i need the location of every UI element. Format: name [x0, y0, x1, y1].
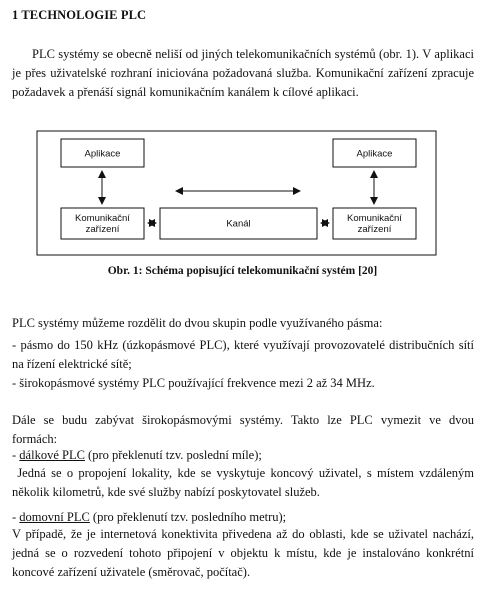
groups-item-1-line: - pásmo do 150 kHz (úzkopásmové PLC), které využívají provozovatelé distribučních sítí — [12, 338, 474, 352]
groups-item-1 — [12, 336, 474, 374]
groups-intro: PLC systémy můžeme rozdělit do dvou skupin podle využívaného pásma: — [12, 316, 383, 330]
remote-plc-item: - dálkové PLC (pro překlenutí tzv. poslední míle); — [12, 448, 262, 462]
device-right-label-1: Komunikační — [347, 213, 402, 224]
intro-line: požadavek a přenáší signál komunikačním kanálem k cílové aplikaci. — [12, 85, 359, 99]
intro-line: PLC systémy se obecně neliší od jiných telekomunikačních systémů (obr. 1). V aplikaci — [32, 47, 474, 61]
section-heading: 1 TECHNOLOGIE PLC — [12, 8, 147, 22]
home-plc-desc-line: jedná se o rozvedení tohoto připojení v objektu k místu, kde je instalováno konkrétní — [12, 546, 474, 560]
intro-paragraph — [12, 45, 474, 102]
remote-plc-desc-line: Jedná se o propojení lokality, kde se vyskytuje koncový uživatel, s místem vzdáleným — [12, 466, 474, 480]
app-right-label: Aplikace — [356, 148, 393, 160]
remote-plc-term: dálkové PLC — [19, 448, 85, 462]
figure-caption: Obr. 1: Schéma popisující telekomunikační systém [20] — [107, 265, 378, 277]
intro-line: je přes uživatelské rozhraní iniciována požadovaná služba. Komunikační zařízení zpracuje — [12, 66, 474, 80]
broadband-line: Dále se budu zabývat širokopásmovými systémy. Takto lze PLC vymezit ve dvou — [12, 413, 474, 427]
channel-label: Kanál — [226, 218, 251, 230]
groups-item-1-line: na řízení elektrické sítě; — [12, 357, 132, 371]
broadband-line: formách: — [12, 432, 58, 446]
remote-plc-description — [12, 464, 474, 502]
home-plc-term: domovní PLC — [19, 510, 90, 524]
home-plc-desc-line: koncové zařízení uživatele (směrovač, počítač). — [12, 565, 251, 579]
remote-plc-desc-line: několik kilometrů, kde své služby nabízí poskytovatel služeb. — [12, 485, 320, 499]
device-right-label-2: zařízení — [357, 224, 392, 235]
remote-plc-rest: (pro překlenutí tzv. poslední míle); — [84, 448, 262, 462]
device-left-label-1: Komunikační — [75, 213, 130, 224]
app-left-label: Aplikace — [84, 148, 121, 160]
groups-item-2: - širokopásmové systémy PLC používající frekvence mezi 2 až 34 MHz. — [12, 376, 375, 390]
broadband-intro — [12, 411, 474, 449]
home-plc-desc-line: V případě, že je internetová konektivita přivedena až do oblasti, kde se uživatel nachází, — [12, 527, 474, 541]
home-plc-rest: (pro překlenutí tzv. posledního metru); — [89, 510, 287, 524]
home-plc-item: - domovní PLC (pro překlenutí tzv. posledního metru); — [12, 510, 287, 524]
device-left-label-2: zařízení — [85, 224, 120, 235]
home-plc-description — [12, 525, 474, 582]
telecom-system-diagram — [0, 125, 485, 265]
